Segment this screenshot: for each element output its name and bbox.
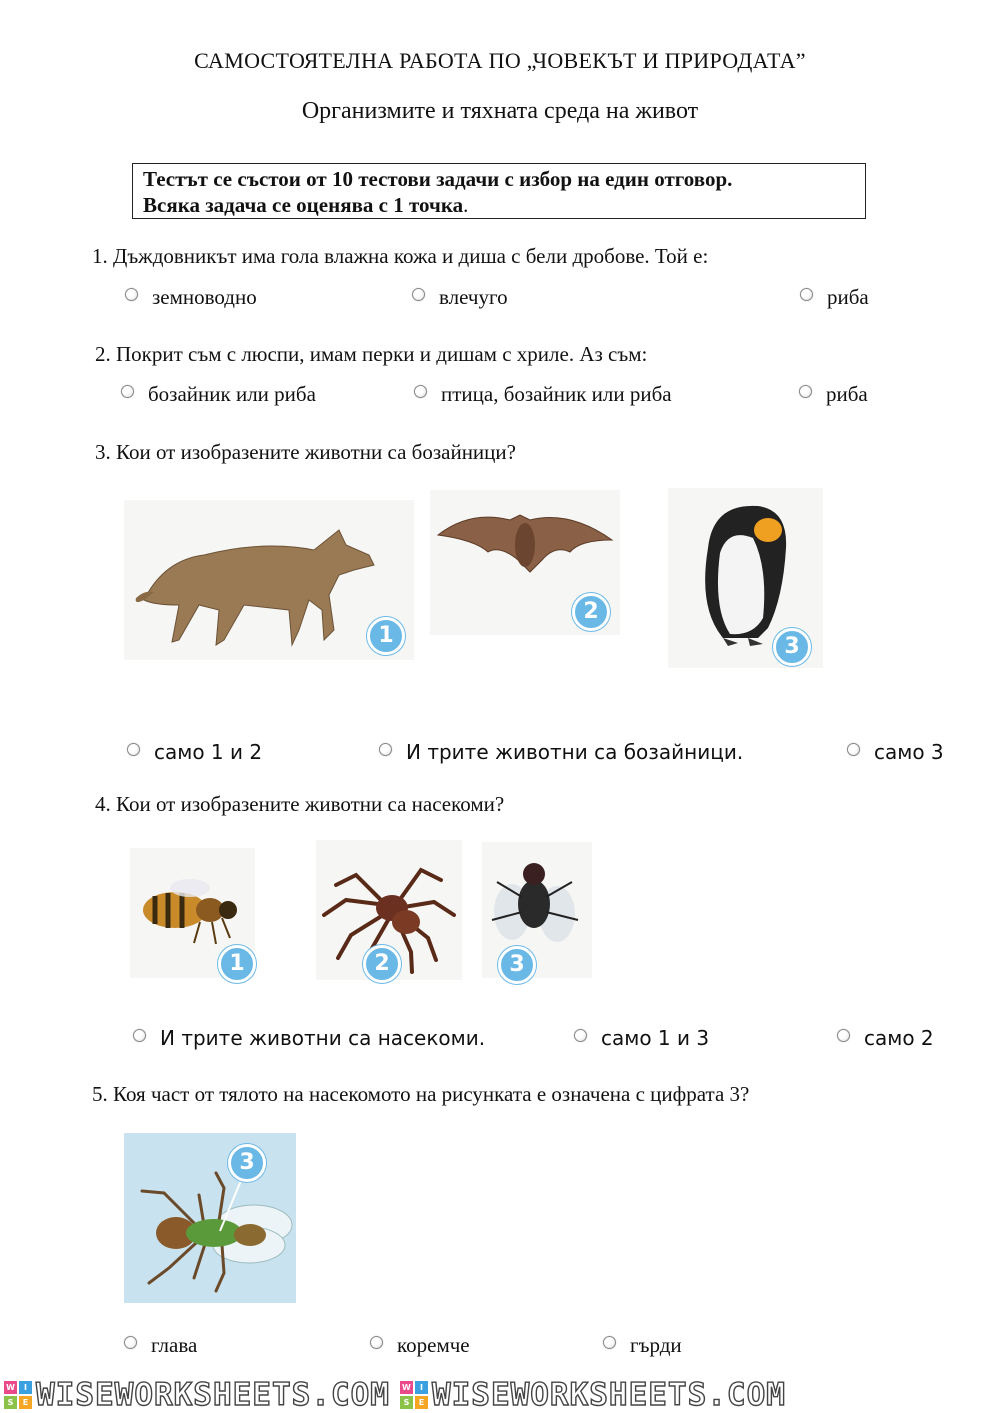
radio-button[interactable] <box>127 743 140 756</box>
penguin-image <box>668 488 823 668</box>
badge-3: 3 <box>498 946 536 984</box>
brand-mark-2 <box>396 1377 786 1413</box>
q4-option-3[interactable]: само 2 <box>837 1026 934 1050</box>
wolf-image <box>124 500 414 660</box>
fly-diagram-icon <box>124 1133 296 1303</box>
badge-1: 1 <box>367 617 405 655</box>
radio-button[interactable] <box>837 1029 850 1042</box>
q2-option-2[interactable]: птица, бозайник или риба <box>414 382 672 407</box>
badge-3: 3 <box>228 1144 266 1182</box>
question-3-text: 3. Кои от изобразените животни са бозайници? <box>95 440 516 464</box>
brand-logo-icon: W I S E <box>4 1381 32 1409</box>
bat-image <box>430 490 620 635</box>
page-subtitle: Организмите и тяхната среда на живот <box>301 98 699 124</box>
q1-option-3[interactable]: риба <box>800 285 869 310</box>
question-4-text: 4. Кои от изобразените животни са насекоми? <box>95 792 505 816</box>
question-5-text: 5. Коя част от тялото на насекомото на рисунката е означена с цифрата 3? <box>92 1082 750 1106</box>
bee-image <box>130 848 255 978</box>
q2-option-3[interactable]: риба <box>799 382 868 407</box>
q5-option-3[interactable]: гърди <box>603 1333 682 1358</box>
badge-2: 2 <box>363 945 401 983</box>
radio-button[interactable] <box>603 1336 616 1349</box>
radio-button[interactable] <box>574 1029 587 1042</box>
badge-2: 2 <box>572 593 610 631</box>
brand-text: WISEWORKSHEETS.COM <box>431 1376 786 1413</box>
radio-button[interactable] <box>799 385 812 398</box>
q5-option-1[interactable]: глава <box>124 1333 197 1358</box>
radio-button[interactable] <box>370 1336 383 1349</box>
brand-mark-1 <box>0 1377 390 1413</box>
page-title: САМОСТОЯТЕЛНА РАБОТА ПО „ЧОВЕКЪТ И ПРИРОДАТА” <box>194 48 806 73</box>
fly-image <box>482 842 592 978</box>
footer-watermark <box>0 1376 1000 1413</box>
q2-option-1[interactable]: бозайник или риба <box>121 382 316 407</box>
question-1-text: 1. Дъждовникът има гола влажна кожа и диша с бели дробове. Той е: <box>92 244 709 268</box>
fly-diagram-image <box>124 1133 296 1303</box>
q3-option-2[interactable]: И трите животни са бозайници. <box>379 740 743 764</box>
q3-option-3[interactable]: само 3 <box>847 740 944 764</box>
q5-option-2[interactable]: коремче <box>370 1333 470 1358</box>
radio-button[interactable] <box>121 385 134 398</box>
instructions-box <box>132 163 866 219</box>
radio-button[interactable] <box>800 288 813 301</box>
radio-button[interactable] <box>414 385 427 398</box>
radio-button[interactable] <box>133 1029 146 1042</box>
brand-text: WISEWORKSHEETS.COM <box>36 1376 390 1413</box>
radio-button[interactable] <box>125 288 138 301</box>
instructions-line-2: Всяка задача се оценява с 1 точка. <box>143 193 469 217</box>
radio-button[interactable] <box>847 743 860 756</box>
q4-option-2[interactable]: само 1 и 3 <box>574 1026 709 1050</box>
q1-option-1[interactable]: земноводно <box>125 285 257 310</box>
spider-image <box>316 840 462 980</box>
badge-1: 1 <box>218 945 256 983</box>
brand-logo-icon: W I S E <box>400 1381 428 1409</box>
q1-option-2[interactable]: влечуго <box>412 285 508 310</box>
radio-button[interactable] <box>379 743 392 756</box>
instructions-line-1: Тестът се състои от 10 тестови задачи с избор на един отговор. <box>143 167 733 191</box>
radio-button[interactable] <box>412 288 425 301</box>
radio-button[interactable] <box>124 1336 137 1349</box>
q3-option-1[interactable]: само 1 и 2 <box>127 740 262 764</box>
question-2-text: 2. Покрит съм с люспи, имам перки и дишам с хриле. Аз съм: <box>95 342 648 366</box>
badge-3: 3 <box>773 628 811 666</box>
q4-option-1[interactable]: И трите животни са насекоми. <box>133 1026 485 1050</box>
